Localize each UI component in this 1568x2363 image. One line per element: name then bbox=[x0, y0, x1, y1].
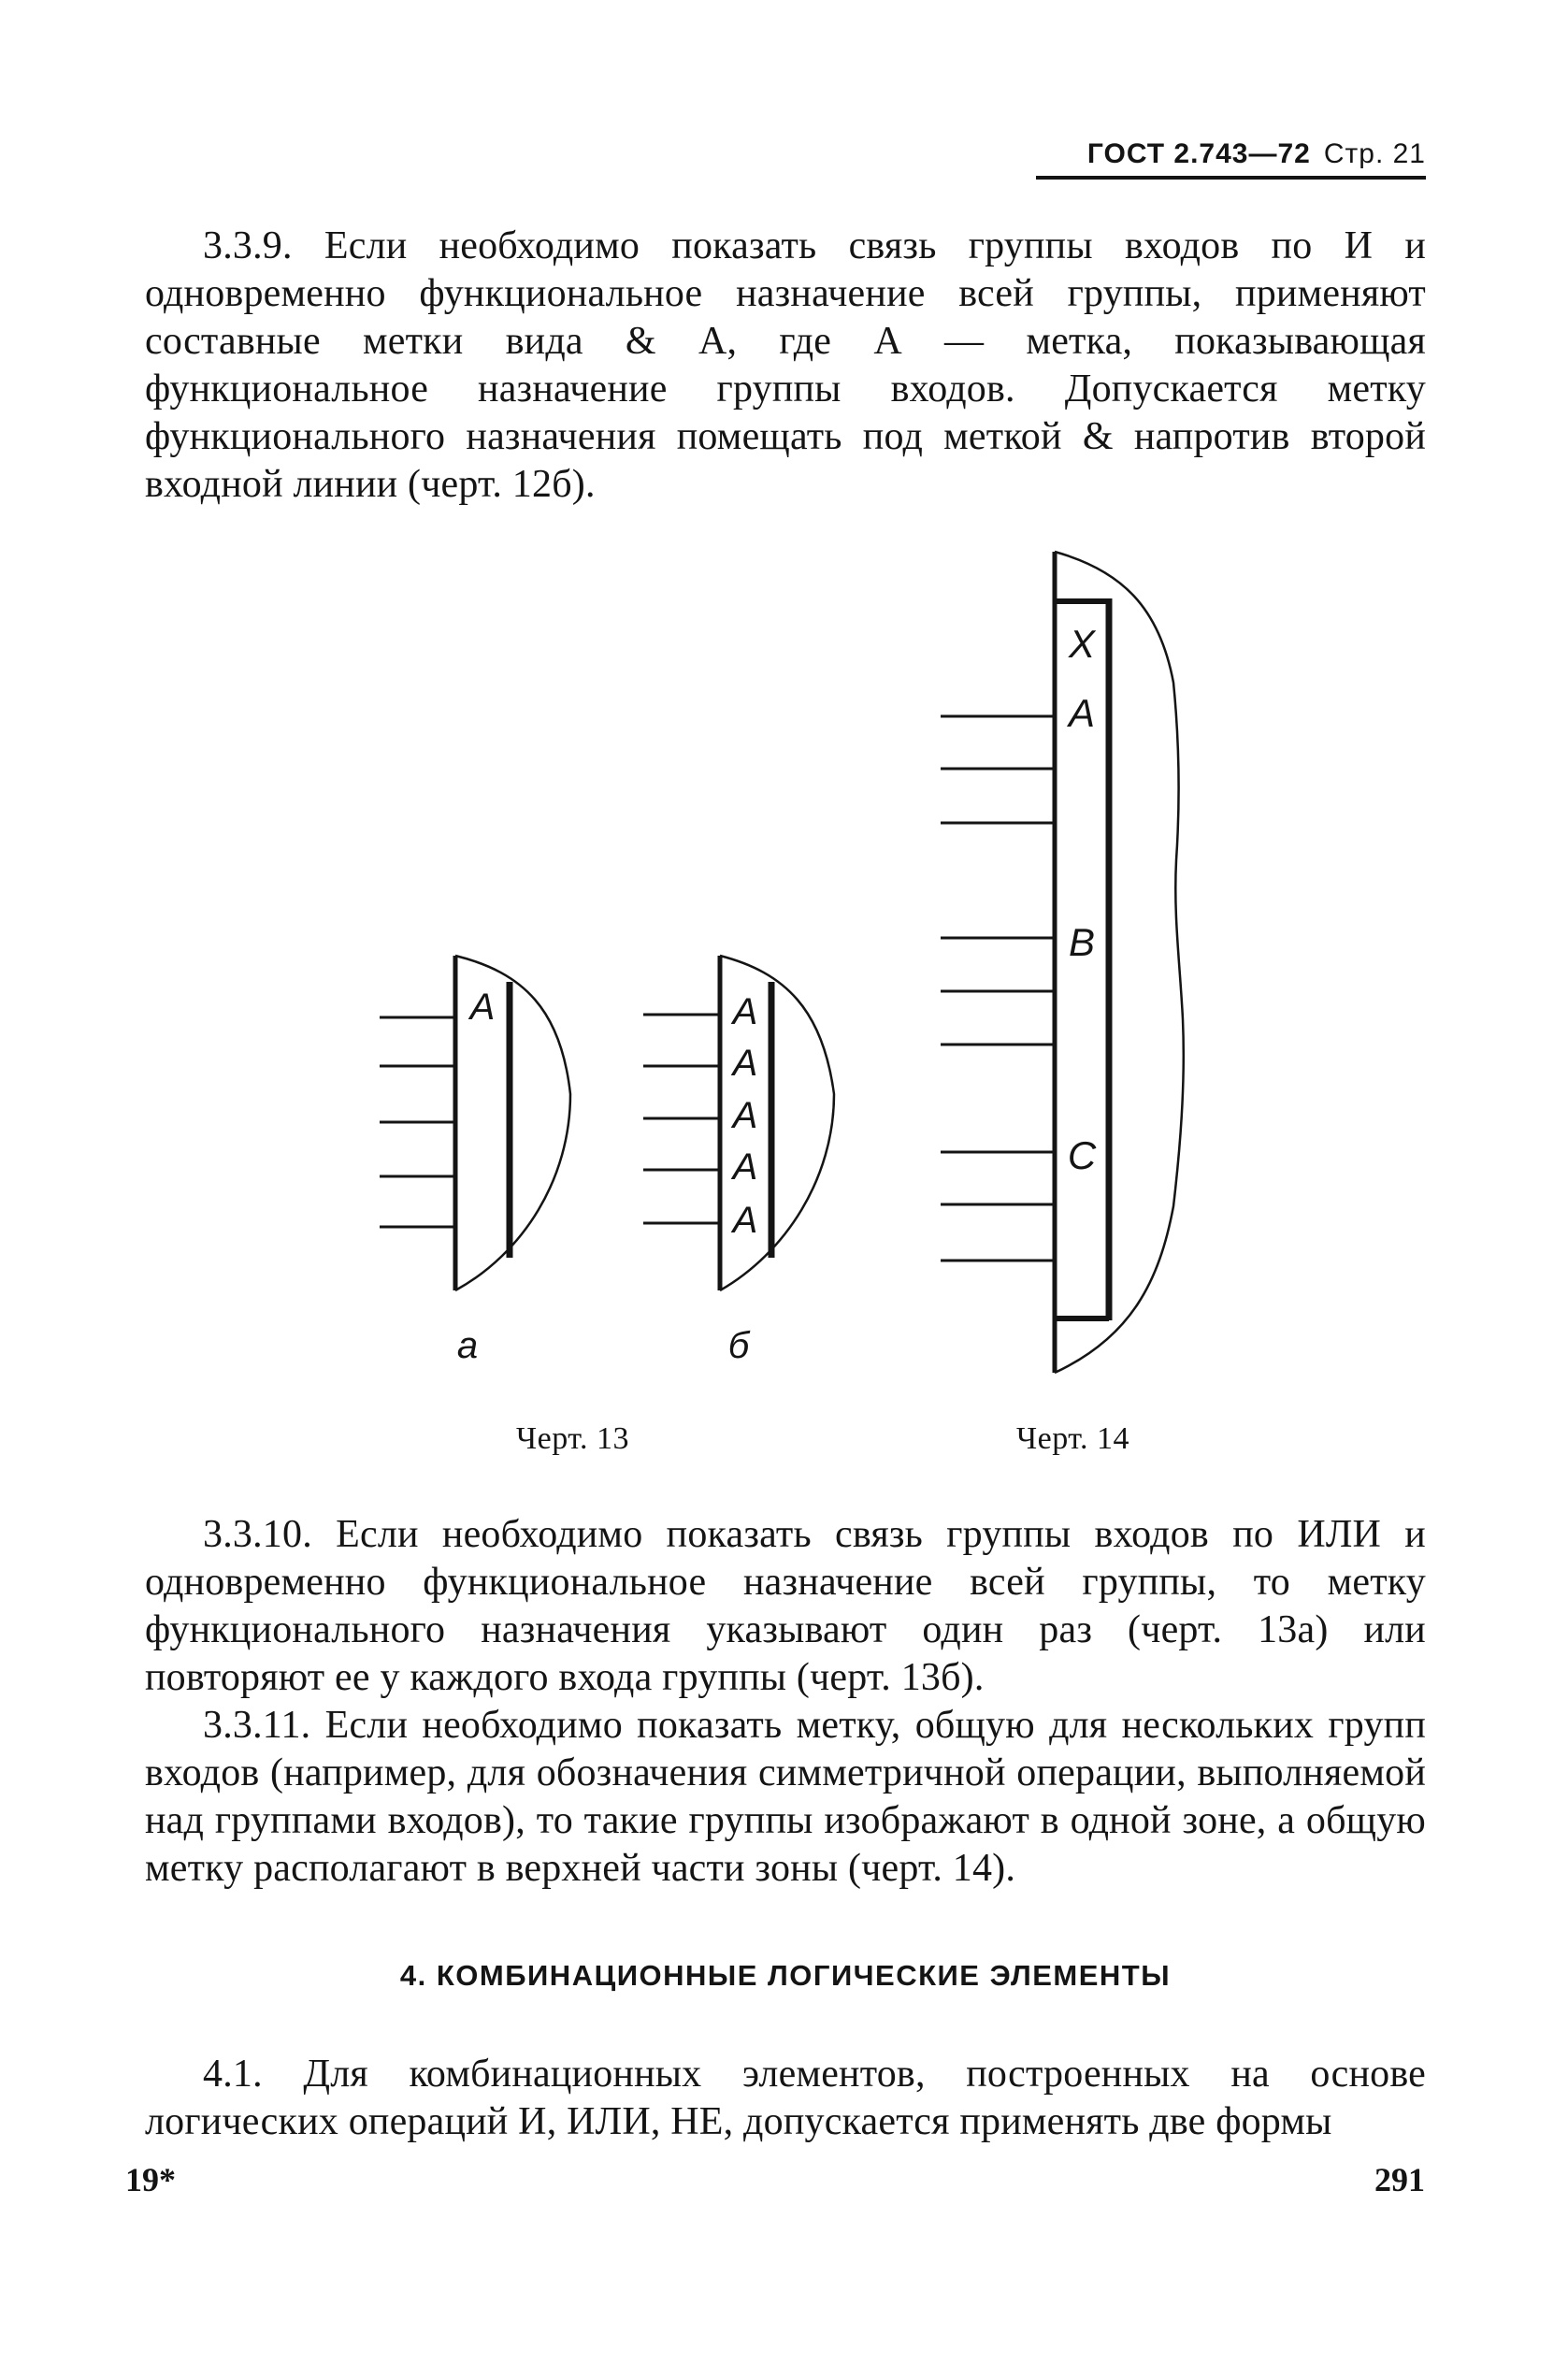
fig14-label-b: B bbox=[1068, 920, 1096, 964]
page-number: 291 bbox=[1374, 2161, 1425, 2198]
paragraph-4-1: 4.1. Для комбинационных элементов, построенных на основе логических операций И, ИЛИ, НЕ, допускается применять две формы bbox=[145, 2053, 1426, 2143]
paragraph-3-3-10: 3.3.10. Если необходимо показать связь группы входов по ИЛИ и одновременно функциональное назначение всей группы, то метку функционального назначения указывают один раз (черт. 13а) или повторяют ее у каждого входа группы (черт. 13б). bbox=[145, 1513, 1426, 1699]
figure-13a bbox=[380, 956, 570, 1366]
fig13b-label-4: A bbox=[732, 1146, 758, 1188]
fig13a-inputs bbox=[380, 1017, 455, 1227]
figure-14 bbox=[941, 552, 1184, 1373]
fig13a-label: A bbox=[469, 987, 496, 1028]
standard-number: ГОСТ 2.743—72 bbox=[1086, 138, 1311, 169]
fig13b-label-5: A bbox=[732, 1200, 758, 1241]
figure-13b bbox=[643, 956, 834, 1366]
fig14-label-c: C bbox=[1067, 1133, 1097, 1177]
fig13b-label-3: A bbox=[732, 1095, 758, 1136]
fig13b-label-1: A bbox=[732, 991, 758, 1032]
paragraph-3-3-9: 3.3.9. Если необходимо показать связь группы входов по И и одновременно функциональное назначение всей группы, применяют составные метки вида & А, где А — метка, показывающая функциональное назначение группы входов. Допускается метку функционального назначения помещать под меткой & напротив второй входной линии (черт. 12б). bbox=[145, 224, 1426, 506]
fig14-label-a: A bbox=[1068, 691, 1096, 735]
caption-figure-13: Черт. 13 bbox=[516, 1421, 630, 1456]
fig13a-sublabel: a bbox=[456, 1325, 479, 1366]
fig13b-inputs bbox=[643, 1015, 720, 1223]
page-reference: Стр. 21 bbox=[1323, 138, 1426, 169]
section-heading: 4. КОМБИНАЦИОННЫЕ ЛОГИЧЕСКИЕ ЭЛЕМЕНТЫ bbox=[399, 1959, 1172, 1992]
paragraph-3-3-11: 3.3.11. Если необходимо показать метку, общую для нескольких групп входов (например, для обозначения симметричной операции, выполняемой над группами входов), то такие группы изображают в одной зоне, а общую метку располагают в верхней части зоны (черт. 14). bbox=[145, 1704, 1426, 1890]
caption-figure-14: Черт. 14 bbox=[1016, 1421, 1130, 1456]
fig13b-sublabel: б bbox=[727, 1325, 750, 1366]
printer-signature: 19* bbox=[125, 2161, 176, 2198]
fig14-inputs bbox=[941, 716, 1055, 1261]
fig13b-label-2: A bbox=[732, 1043, 758, 1084]
fig14-label-x: X bbox=[1068, 622, 1096, 666]
